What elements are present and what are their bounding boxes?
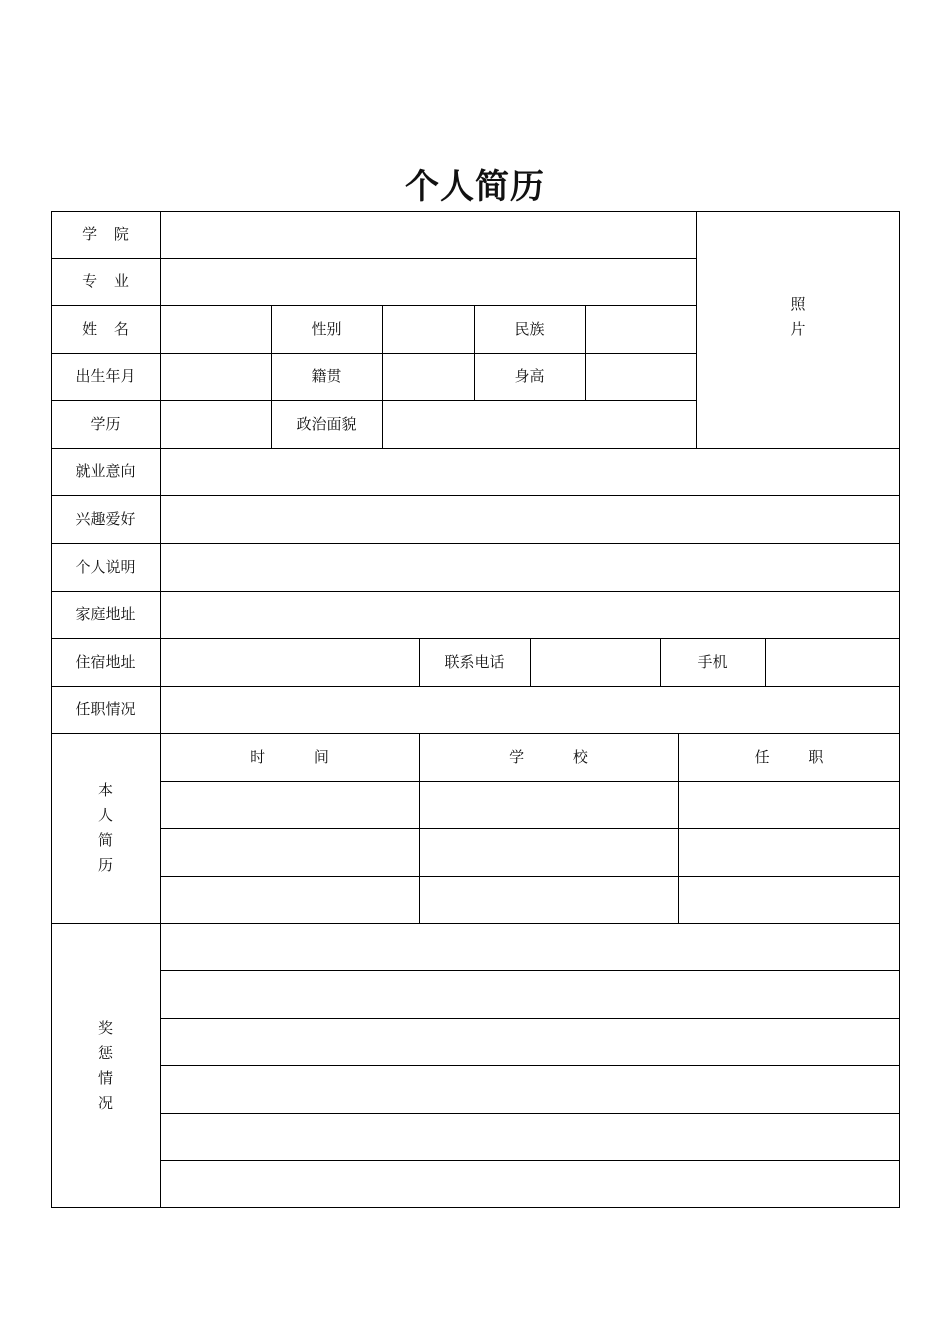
awards-row-field[interactable] [161, 1066, 899, 1113]
gender-field[interactable] [383, 306, 474, 353]
college-field[interactable] [161, 212, 696, 258]
resume-position-cell[interactable] [679, 877, 899, 923]
header-position: 任 职 [754, 747, 824, 766]
label-college: 学 院 [82, 225, 129, 243]
label-hobbies: 兴趣爱好 [75, 509, 136, 528]
name-field[interactable] [161, 306, 271, 353]
resume-school-cell[interactable] [420, 877, 678, 923]
photo-label-char: 照 [790, 294, 806, 313]
label-dorm-address: 住宿地址 [75, 652, 136, 671]
label-name: 姓 名 [82, 319, 129, 338]
awards-row-field[interactable] [161, 1161, 899, 1207]
awards-row-field[interactable] [161, 971, 899, 1018]
label-political-status: 政治面貌 [296, 414, 357, 433]
label-job-intention: 就业意向 [75, 462, 136, 480]
resume-school-cell[interactable] [420, 829, 678, 876]
personal-statement-field[interactable] [161, 544, 899, 591]
awards-section-char: 奖 [97, 1018, 113, 1037]
awards-row-field[interactable] [161, 924, 899, 970]
resume-section-char: 简 [97, 831, 113, 849]
label-gender: 性别 [311, 319, 342, 338]
awards-section-char: 情 [97, 1068, 113, 1087]
label-home-address: 家庭地址 [75, 605, 136, 623]
major-field[interactable] [161, 259, 696, 305]
dorm-address-field[interactable] [161, 639, 419, 686]
header-school: 学 校 [509, 747, 588, 766]
resume-position-cell[interactable] [679, 782, 899, 828]
photo-label-char: 片 [790, 319, 806, 338]
resume-position-cell[interactable] [679, 829, 899, 876]
mobile-field[interactable] [766, 639, 899, 686]
resume-section-char: 本 [97, 781, 113, 799]
label-major: 专 业 [82, 272, 129, 290]
resume-section-char: 历 [97, 856, 113, 874]
ethnicity-field[interactable] [586, 306, 696, 353]
header-time: 时 间 [250, 747, 329, 766]
label-mobile: 手机 [697, 652, 728, 671]
home-address-field[interactable] [161, 592, 899, 638]
label-education: 学历 [90, 414, 121, 433]
education-field[interactable] [161, 401, 271, 448]
height-field[interactable] [586, 354, 696, 400]
photo-box [696, 211, 900, 448]
label-ethnicity: 民族 [514, 319, 545, 338]
job-intention-field[interactable] [161, 449, 899, 495]
label-height: 身高 [514, 367, 545, 385]
resume-school-cell[interactable] [420, 782, 678, 828]
positions-field[interactable] [161, 687, 899, 733]
awards-section-char: 惩 [97, 1043, 113, 1062]
awards-row-field[interactable] [161, 1019, 899, 1065]
resume-time-cell[interactable] [161, 782, 419, 828]
native-place-field[interactable] [383, 354, 474, 400]
political-status-field[interactable] [383, 401, 696, 448]
hobbies-field[interactable] [161, 496, 899, 543]
label-birth-date: 出生年月 [75, 367, 136, 385]
awards-section-char: 况 [97, 1093, 113, 1112]
resume-time-cell[interactable] [161, 877, 419, 923]
label-native-place: 籍贯 [311, 367, 342, 385]
awards-row-field[interactable] [161, 1114, 899, 1160]
resume-section-char: 人 [97, 806, 113, 824]
label-awards-section [51, 923, 160, 1208]
label-positions: 任职情况 [75, 700, 136, 718]
resume-time-cell[interactable] [161, 829, 419, 876]
birth-date-field[interactable] [161, 354, 271, 400]
label-resume-section [51, 733, 160, 923]
page-title: 个人简历 [405, 167, 545, 207]
phone-field[interactable] [531, 639, 660, 686]
label-personal-statement: 个人说明 [75, 557, 136, 576]
label-phone: 联系电话 [444, 652, 505, 671]
